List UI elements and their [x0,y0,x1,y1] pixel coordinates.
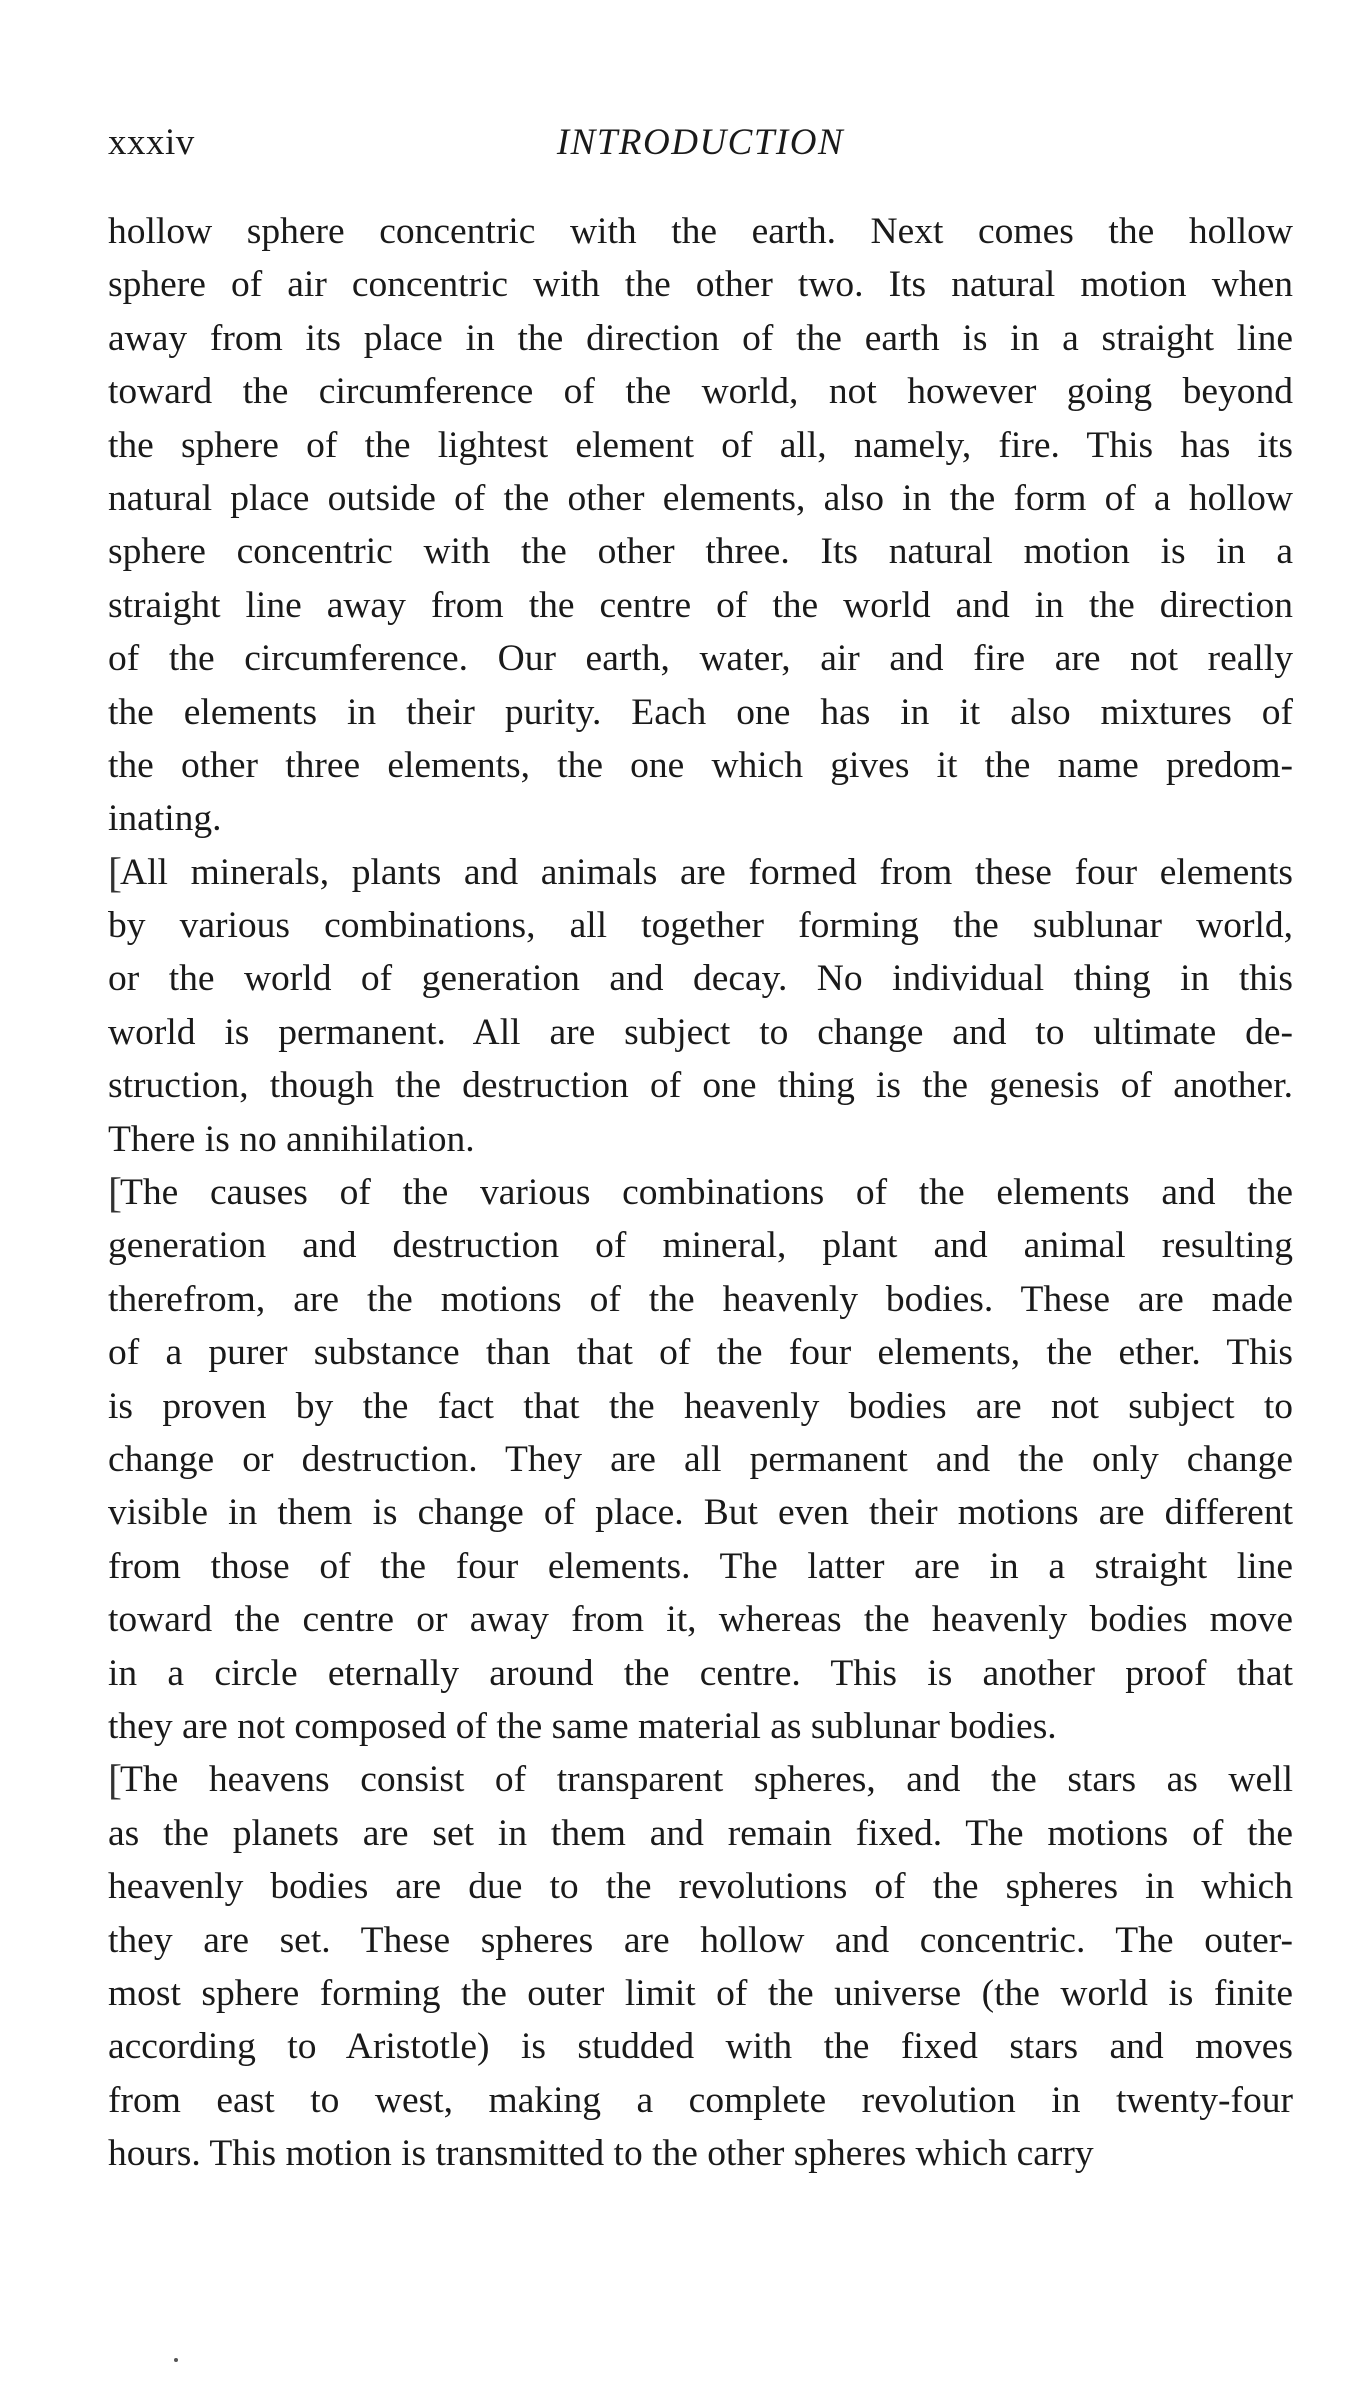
line-text: by various combinations, all together forming the sublunar world, [108,905,1293,947]
text-line [108,1807,1293,1860]
handwritten-bracket-mark: [ [108,1758,122,1805]
text-line [108,1326,1293,1379]
running-head [108,118,1293,168]
page-number: xxxiv [108,122,195,163]
line-text: sphere of air concentric with the other two. Its natural motion when [108,264,1293,306]
text-line [108,739,1293,792]
text-line [108,1486,1293,1539]
text-line [108,1647,1293,1700]
line-text: as the planets are set in them and remain fixed. The motions of the [108,1812,1293,1854]
line-text: heavenly bodies are due to the revolutions of the spheres in which [108,1866,1293,1908]
line-text: the sphere of the lightest element of all, namely, fire. This has its [108,424,1293,466]
body-text [108,205,1293,2180]
text-line [108,579,1293,632]
text-line [108,1540,1293,1593]
line-text: inating. [108,798,222,840]
text-line [108,952,1293,1005]
text-line [108,686,1293,739]
text-line [108,2074,1293,2127]
text-line [108,1219,1293,1272]
text-line [108,632,1293,685]
line-text: visible in them is change of place. But even their motions are different [108,1492,1293,1534]
line-text: they are set. These spheres are hollow and concentric. The outer- [108,1919,1293,1961]
line-text: toward the circumference of the world, not however going beyond [108,371,1293,413]
line-text: of the circumference. Our earth, water, air and fire are not really [108,638,1293,680]
handwritten-bracket-mark: [ [108,850,122,897]
text-line [108,419,1293,472]
line-text: struction, though the destruction of one thing is the genesis of another. [108,1065,1293,1107]
line-text: or the world of generation and decay. No individual thing in this [108,958,1293,1000]
line-text: There is no annihilation. [108,1118,475,1160]
line-text: toward the centre or away from it, whereas the heavenly bodies move [108,1599,1293,1641]
paper-speck [174,2358,178,2362]
text-line [108,205,1293,258]
text-line [108,1059,1293,1112]
line-text: The heavens consist of transparent spheres, and the stars as well [120,1759,1293,1801]
handwritten-bracket-mark: [ [108,1171,122,1218]
line-text: natural place outside of the other elements, also in the form of a hollow [108,477,1293,519]
line-text: generation and destruction of mineral, plant and animal resulting [108,1225,1293,1267]
text-line [108,2020,1293,2073]
text-line [108,1006,1293,1059]
text-line [108,1753,1293,1806]
line-text: straight line away from the centre of the world and in the direction [108,584,1293,626]
line-text: of a purer substance than that of the four elements, the ether. This [108,1332,1293,1374]
line-text: therefrom, are the motions of the heavenly bodies. These are made [108,1278,1293,1320]
text-line [108,1914,1293,1967]
line-text: in a circle eternally around the centre. This is another proof that [108,1652,1293,1694]
text-line [108,846,1293,899]
text-line [108,1433,1293,1486]
text-line [108,258,1293,311]
text-line [108,472,1293,525]
line-text: change or destruction. They are all permanent and the only change [108,1438,1293,1480]
line-text: they are not composed of the same material as sublunar bodies. [108,1705,1057,1747]
line-text: away from its place in the direction of the earth is in a straight line [108,317,1293,359]
line-text: The causes of the various combinations of the elements and the [120,1172,1293,1214]
text-line [108,1113,1293,1166]
text-line [108,365,1293,418]
text-line [108,899,1293,952]
line-text: the elements in their purity. Each one has in it also mixtures of [108,691,1293,733]
paragraph [108,1753,1293,2180]
text-line [108,1700,1293,1753]
line-text: from east to west, making a complete revolution in twenty-four [108,2079,1293,2121]
text-line [108,1860,1293,1913]
text-line [108,1967,1293,2020]
text-line [108,525,1293,578]
line-text: world is permanent. All are subject to change and to ultimate de- [108,1011,1293,1053]
line-text: sphere concentric with the other three. Its natural motion is in a [108,531,1293,573]
paragraph [108,205,1293,846]
text-line [108,1273,1293,1326]
running-title: INTRODUCTION [556,122,845,163]
text-line [108,792,1293,845]
text-line [108,1380,1293,1433]
paragraph [108,846,1293,1166]
paragraph [108,1166,1293,1753]
text-line [108,2127,1293,2180]
line-text: is proven by the fact that the heavenly bodies are not subject to [108,1385,1293,1427]
text-line [108,1593,1293,1646]
text-line [108,1166,1293,1219]
line-text: most sphere forming the outer limit of the universe (the world is finite [108,1972,1293,2014]
text-line [108,312,1293,365]
line-text: hollow sphere concentric with the earth. Next comes the hollow [108,211,1293,252]
line-text: All minerals, plants and animals are formed from these four elements [120,851,1293,893]
line-text: from those of the four elements. The latter are in a straight line [108,1545,1293,1587]
line-text: the other three elements, the one which gives it the name predom- [108,744,1293,786]
line-text: according to Aristotle) is studded with the fixed stars and moves [108,2026,1293,2068]
line-text: hours. This motion is transmitted to the other spheres which carry [108,2133,1094,2175]
